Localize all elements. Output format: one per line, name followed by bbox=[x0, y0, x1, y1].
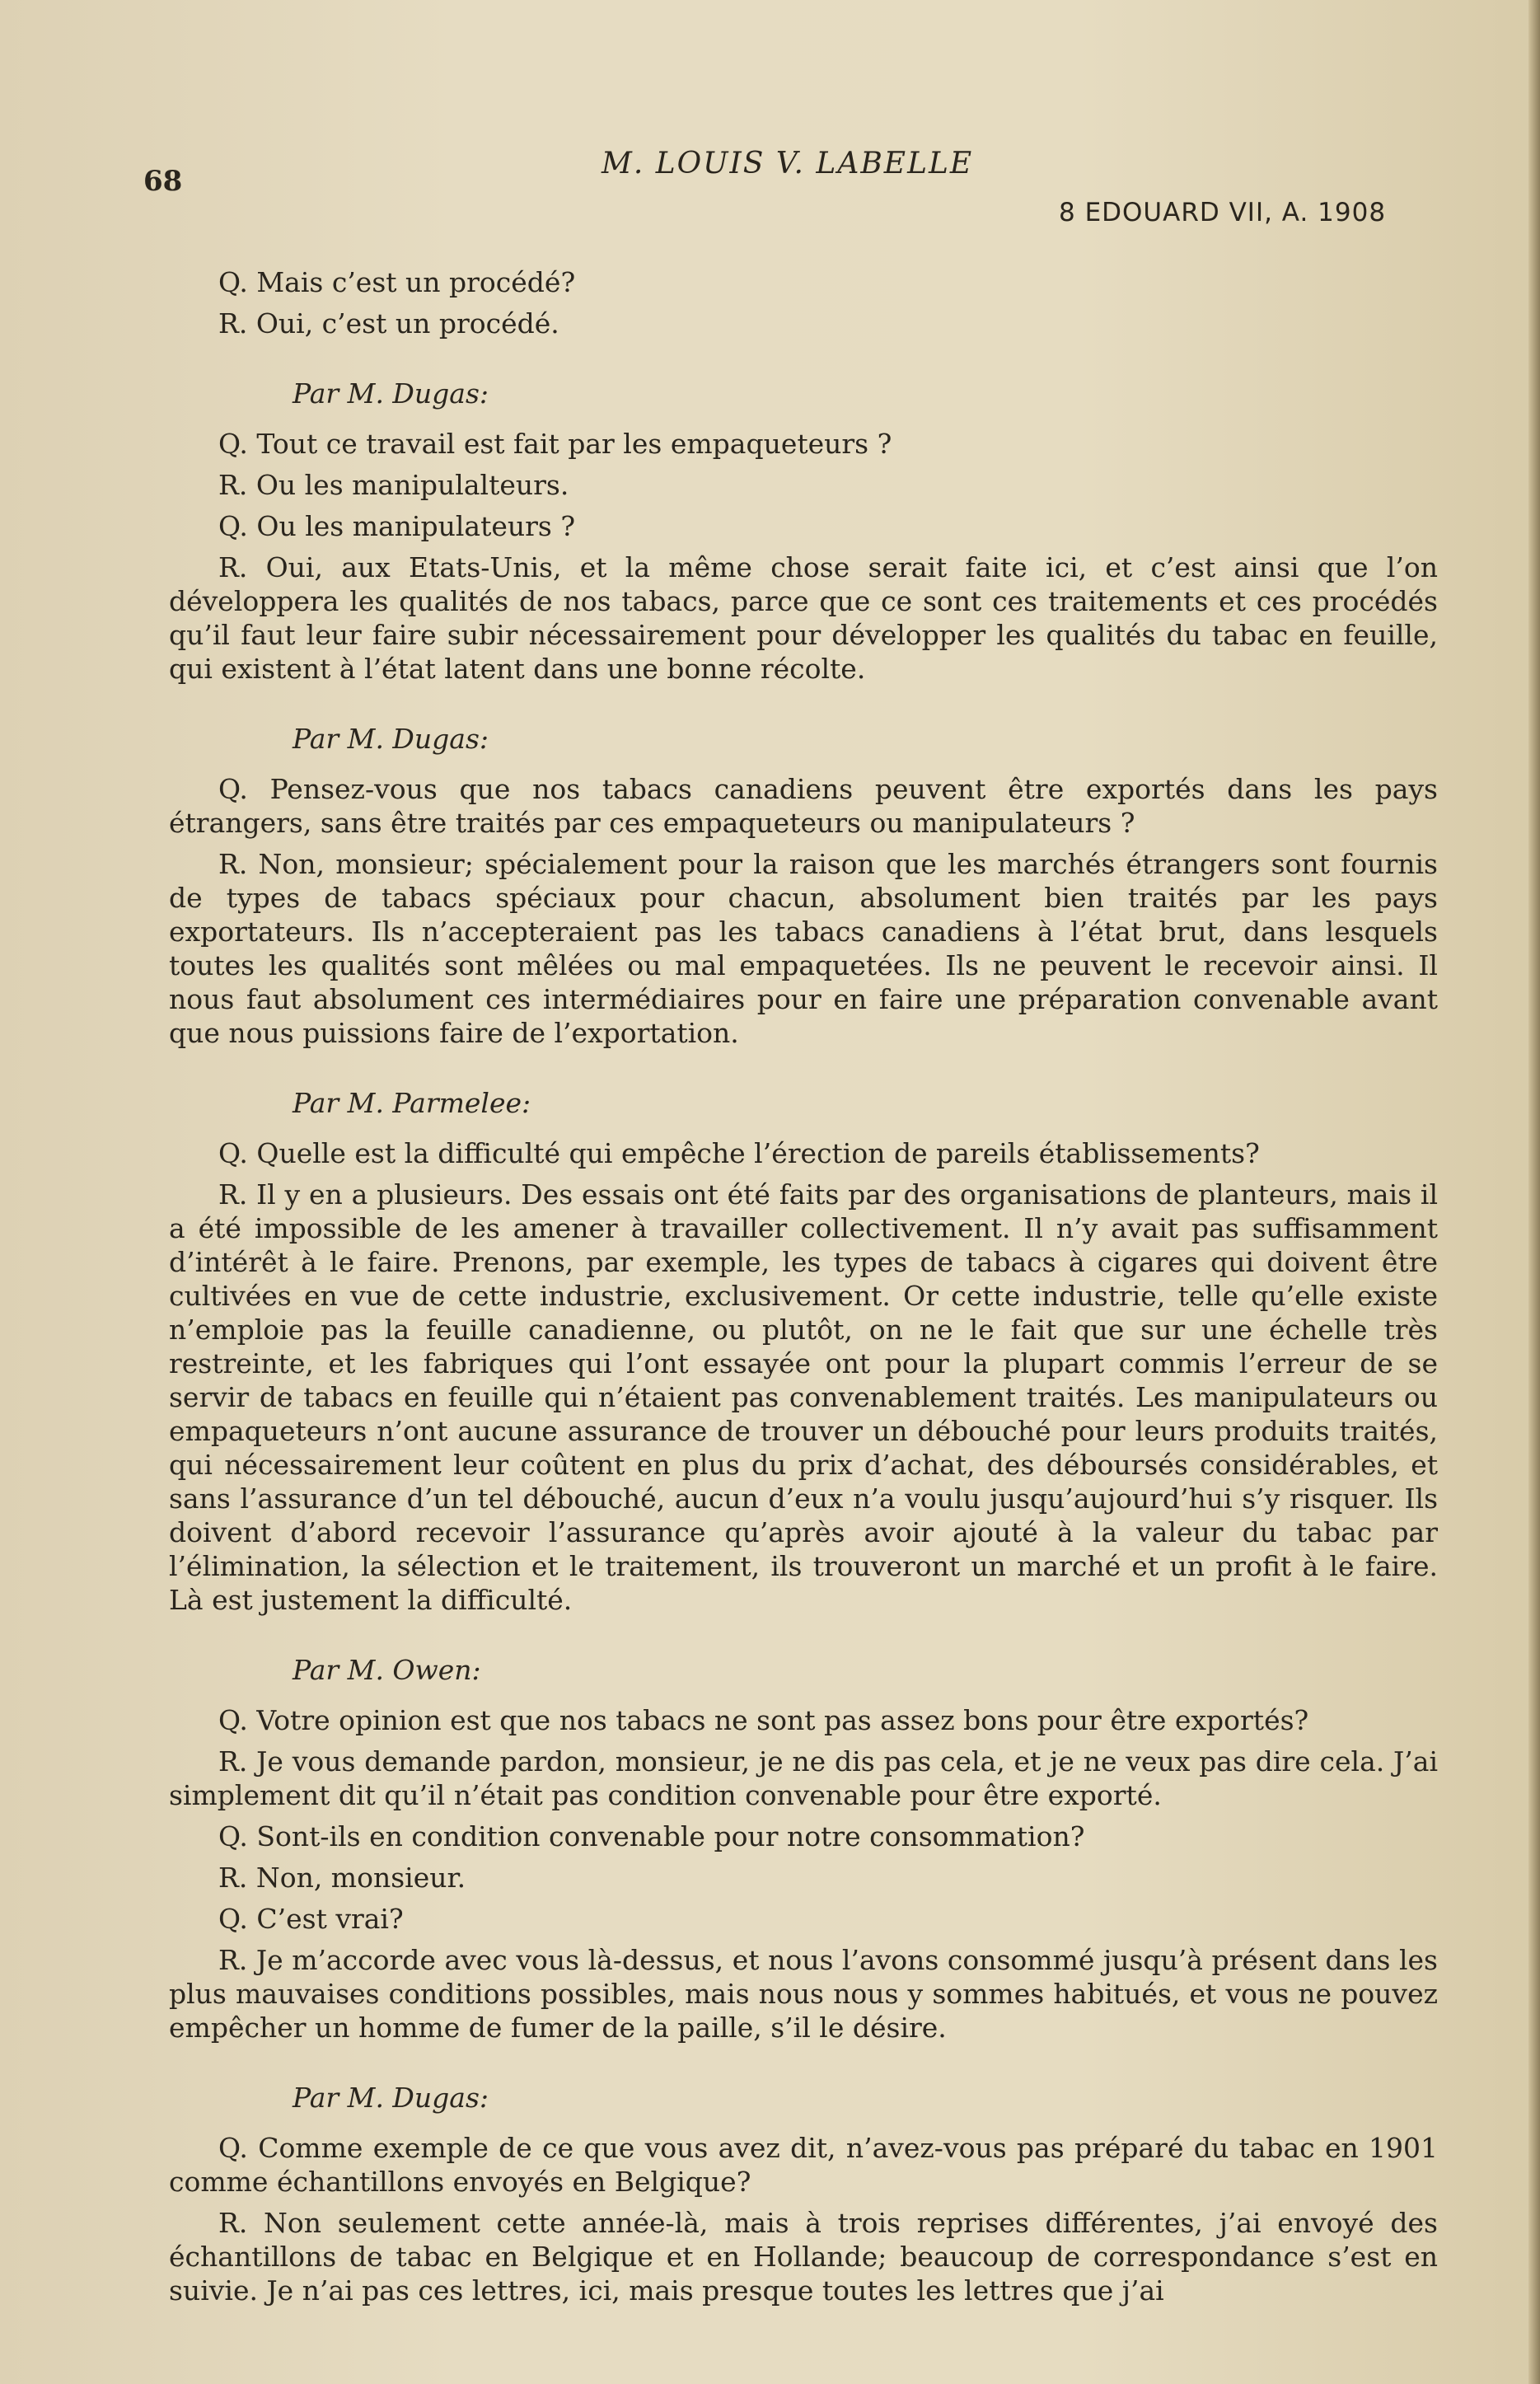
reply-line: R. Il y en a plusieurs. Des essais ont été faits par des organisations de planteurs, mais il a été impossible de les amener à travailler collectivement. Il n’y avait pas suffisamment d’intérêt à le faire. Prenons, par exemple, les types de tabacs à cigares qui doivent être cultivées en vue de cette industrie, exclusivement. Or cette industrie, telle qu’elle existe n’emploie pas la feuille canadienne, ou plutôt, on ne le fait que sur une échelle très restreinte, et les fabriques qui l’ont essayée ont pour la plupart commis l’erreur de se servir de tabacs en feuille qui n’étaient pas convenablement traités. Les manipulateurs ou empaqueteurs n’ont aucune assurance de trouver un débouché pour leurs produits traités, qui nécessairement leur coûtent en plus du prix d’achat, des déboursés considérables, et sans l’assurance d’un tel débouché, aucun d’eux n’a voulu jusqu’aujourd’hui s’y risquer. Ils doivent d’abord recevoir l’assurance qu’après avoir ajouté à la valeur du tabac par l’élimination, la sélection et le traitement, ils trouveront un marché et un profit à le faire. Là est justement la difficulté. bbox=[169, 1178, 1438, 1616]
reply-line: R. Non, monsieur; spécialement pour la raison que les marchés étrangers sont fournis de types de tabacs spéciaux pour chacun, absolument bien traités par les pays exportateurs. Ils n’accepteraient pas les tabacs canadiens à l’état brut, dans lesquels toutes les qualités sont mêlées ou mal empaquetées. Ils ne peuvent le recevoir ainsi. Il nous faut absolument ces intermédiaires pour en faire une préparation convenable avant que nous puissions faire de l’exportation. bbox=[169, 848, 1438, 1049]
reply-line: R. Oui, c’est un procédé. bbox=[218, 307, 559, 340]
speaker-heading: Par M. Dugas: bbox=[293, 723, 489, 755]
question-line: Q. Comme exemple de ce que vous avez dit, n’avez-vous pas préparé du tabac en 1901 comme échantillons envoyés en Belgique? bbox=[169, 2132, 1438, 2198]
speaker-heading: Par M. Owen: bbox=[293, 1654, 481, 1686]
question-line: Q. Ou les manipulateurs ? bbox=[218, 510, 576, 542]
question-line: Q. Quelle est la difficulté qui empêche l’érection de pareils établissements? bbox=[218, 1137, 1260, 1169]
question-line: Q. Mais c’est un procédé? bbox=[218, 266, 576, 298]
speaker-heading: Par M. Dugas: bbox=[293, 2082, 489, 2114]
reply-line: R. Ou les manipulalteurs. bbox=[218, 469, 569, 501]
reply-line: R. Non, monsieur. bbox=[218, 1862, 466, 1894]
question-line: Q. C’est vrai? bbox=[218, 1903, 404, 1935]
reply-line: R. Je m’accorde avec vous là-dessus, et nous l’avons consommé jusqu’à présent dans les plus mauvaises conditions possibles, mais nous nous y sommes habitués, et vous ne pouvez empêcher un homme de fumer de la paille, s’il le désire. bbox=[169, 1944, 1438, 2044]
speaker-heading: Par M. Parmelee: bbox=[293, 1087, 531, 1119]
edition-label: 8 EDOUARD VII, A. 1908 bbox=[1059, 198, 1387, 227]
question-line: Q. Votre opinion est que nos tabacs ne sont pas assez bons pour être exportés? bbox=[218, 1704, 1309, 1736]
question-line: Q. Sont-ils en condition convenable pour notre consommation? bbox=[218, 1820, 1085, 1852]
question-line: Q. Pensez-vous que nos tabacs canadiens peuvent être exportés dans les pays étrangers, sans être traités par ces empaqueteurs ou manipulateurs ? bbox=[169, 773, 1438, 839]
page-number: 68 bbox=[143, 165, 183, 198]
reply-line: R. Non seulement cette année-là, mais à trois reprises différentes, j’ai envoyé des échantillons de tabac en Belgique et en Hollande; beaucoup de correspondance s’est en suivie. Je n’ai pas ces lettres, ici, mais presque toutes les lettres que j’ai bbox=[169, 2207, 1438, 2307]
transcript-body bbox=[169, 265, 1438, 2315]
page-edge bbox=[1528, 0, 1540, 2384]
question-line: Q. Tout ce travail est fait par les empaqueteurs ? bbox=[218, 428, 892, 460]
reply-line: R. Je vous demande pardon, monsieur, je ne dis pas cela, et je ne veux pas dire cela. J’ai simplement dit qu’il n’était pas condition convenable pour être exporté. bbox=[169, 1745, 1438, 1811]
speaker-heading: Par M. Dugas: bbox=[293, 377, 489, 410]
reply-line: R. Oui, aux Etats-Unis, et la même chose serait faite ici, et c’est ainsi que l’on développera les qualités de nos tabacs, parce que ce sont ces traitements et ces procédés qu’il faut leur faire subir nécessairement pour développer les qualités du tabac en feuille, qui existent à l’état latent dans une bonne récolte. bbox=[169, 551, 1438, 685]
running-title: M. LOUIS V. LABELLE bbox=[601, 147, 974, 180]
